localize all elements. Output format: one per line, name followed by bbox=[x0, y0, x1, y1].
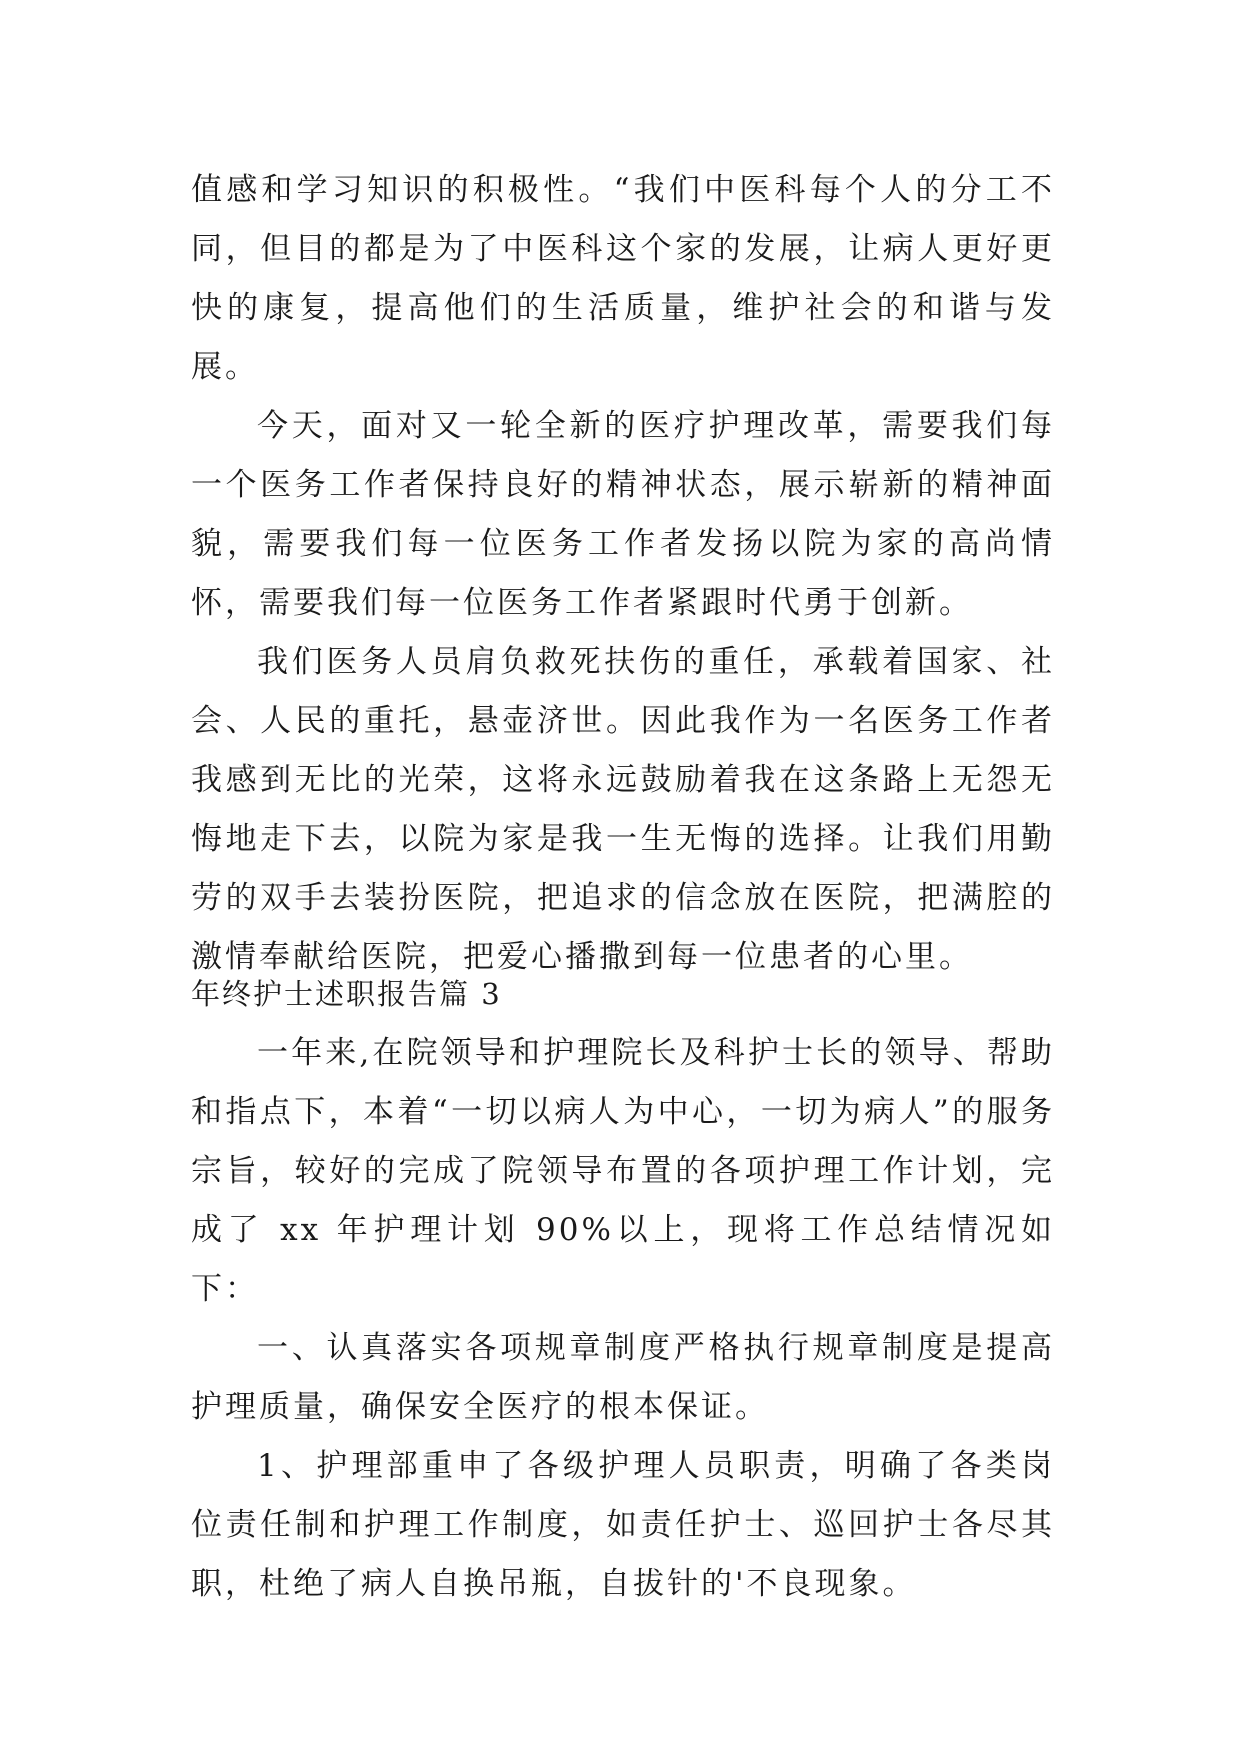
section-heading: 年终护士述职报告篇 3 bbox=[191, 977, 502, 1011]
paragraph-mission: 我们医务人员肩负救死扶伤的重任，承载着国家、社会、人民的重托，悬壶济世。因此我作为一名医务工作者我感到无比的光荣，这将永远鼓励着我在这条路上无怨无悔地走下去，以院为家是我一生无悔的选择。让我们用勤劳的双手去装扮医院，把追求的信念放在医院，把满腔的激情奉献给医院，把爱心播撒到每一位患者的心里。 bbox=[191, 644, 1055, 975]
paragraph-reform: 今天，面对又一轮全新的医疗护理改革，需要我们每一个医务工作者保持良好的精神状态，展示崭新的精神面貌，需要我们每一位医务工作者发扬以院为家的高尚情怀，需要我们每一位医务工作者紧跟时代勇于创新。 bbox=[191, 408, 1055, 621]
paragraph-duties: 1、护理部重申了各级护理人员职责，明确了各类岗位责任制和护理工作制度，如责任护士、巡回护士各尽其职，杜绝了病人自换吊瓶，自拔针的'不良现象。 bbox=[191, 1448, 1055, 1602]
paragraph-rules: 一、认真落实各项规章制度严格执行规章制度是提高护理质量，确保安全医疗的根本保证。 bbox=[191, 1330, 1055, 1425]
paragraph-continued: 值感和学习知识的积极性。“我们中医科每个人的分工不同，但目的都是为了中医科这个家的发展，让病人更好更快的康复，提高他们的生活质量，维护社会的和谐与发展。 bbox=[191, 172, 1055, 385]
section-continuation bbox=[191, 161, 1055, 987]
paragraph-summary: 一年来,在院领导和护理院长及科护士长的领导、帮助和指点下，本着“一切以病人为中心，一切为病人”的服务宗旨，较好的完成了院领导布置的各项护理工作计划，完成了 xx 年护理计划 90%以上，现将工作总结情况如下： bbox=[191, 1035, 1055, 1307]
section-report-3 bbox=[191, 965, 1055, 1614]
